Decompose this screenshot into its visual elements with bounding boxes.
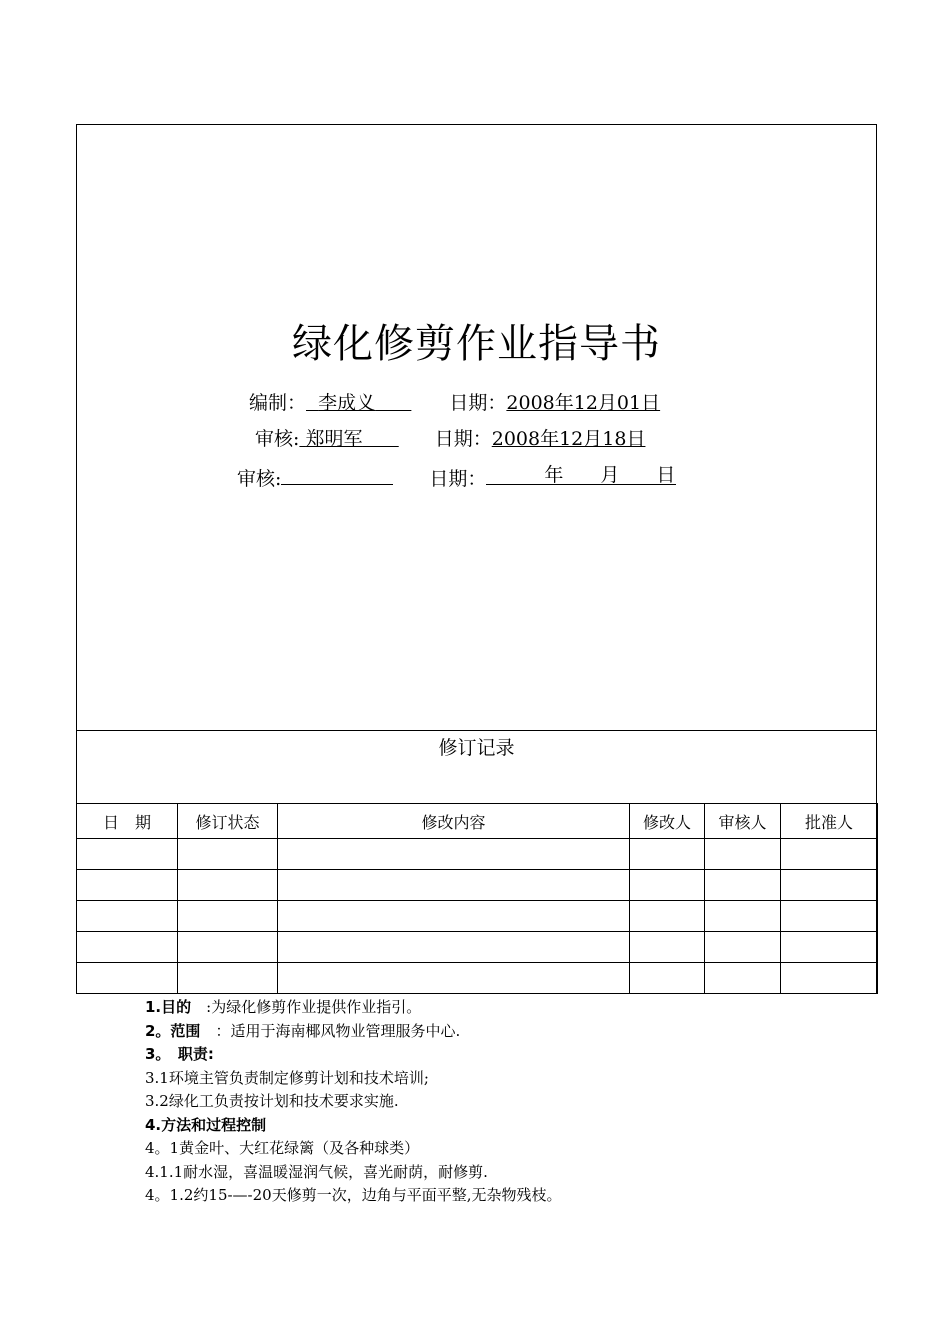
col-date: 日 期 [77,804,178,839]
revision-row [77,932,878,963]
revision-record-section [77,730,876,994]
revision-cell [781,839,878,870]
method-item-1-1: 4.1.1耐水湿，喜温暖湿润气候，喜光耐荫，耐修剪. [145,1162,488,1181]
revision-cell [630,901,705,932]
scope-line: 2。范围 ：适用于海南椰风物业管理服务中心. [145,1021,461,1040]
method-item-1-2: 4。1.2约15-—-20天修剪一次，边角与平面平整,无杂物残枝。 [145,1186,562,1204]
revision-row [77,901,878,932]
revision-cell [77,932,178,963]
review-2-date-label: 日期： [429,468,487,490]
revision-row [77,963,878,994]
method-heading: 4.方法和过程控制 [145,1115,267,1134]
compile-date: 2008年12月01日 [506,392,661,414]
revision-header-row [77,804,878,839]
revision-cell [705,870,781,901]
revision-cell [178,932,278,963]
body-text [145,996,561,1208]
year-char: 年 [544,464,564,486]
revision-cell [630,870,705,901]
revision-heading: 修订记录 [438,737,515,759]
signature-line-compiler [249,390,660,416]
col-modifier: 修改人 [630,804,705,839]
revision-row [77,839,878,870]
reviewer-1-label: 审核: [255,428,300,450]
review-1-date: 2008年12月18日 [491,428,646,450]
duty-item-2: 3.2绿化工负责按计划和技术要求实施. [145,1092,399,1110]
revision-cell [630,839,705,870]
revision-cell [178,963,278,994]
revision-cell [781,932,878,963]
col-status: 修订状态 [178,804,278,839]
revision-cell [77,963,178,994]
cover-area [77,125,876,730]
revision-cell [77,901,178,932]
review-1-date-label: 日期： [434,428,492,450]
revision-cell [781,963,878,994]
revision-cell [705,932,781,963]
document-title: 绿化修剪作业指导书 [292,321,661,367]
revision-cell [705,901,781,932]
revision-cell [278,901,630,932]
col-approver: 批准人 [781,804,878,839]
revision-cell [278,932,630,963]
revision-cell [705,839,781,870]
revision-cell [630,932,705,963]
reviewer-2-blank [281,464,393,485]
month-char: 月 [600,464,620,486]
reviewer-1-name: 郑明军 [305,428,363,450]
signature-line-reviewer-1 [255,426,645,452]
revision-cell [781,870,878,901]
review-2-date-blank [486,462,676,485]
duty-item-1: 3.1环境主管负责制定修剪计划和技术培训; [145,1068,429,1087]
compiler-name: 李成义 [318,392,376,414]
revision-cell [178,870,278,901]
compiler-label: 编制： [249,392,307,414]
revision-table [76,803,878,994]
revision-cell [781,901,878,932]
signature-line-reviewer-2 [237,462,676,492]
col-reviewer: 审核人 [705,804,781,839]
revision-row [77,870,878,901]
method-item-1: 4。1黄金叶、大红花绿篱（及各种球类） [145,1139,420,1157]
col-content: 修改内容 [278,804,630,839]
revision-cell [77,870,178,901]
revision-cell [278,963,630,994]
revision-cell [630,963,705,994]
revision-cell [178,901,278,932]
duty-heading: 3。 职责: [145,1045,214,1063]
revision-cell [178,839,278,870]
compile-date-label: 日期： [449,392,507,414]
day-char: 日 [656,464,676,486]
revision-cell [278,870,630,901]
revision-cell [705,963,781,994]
revision-cell [77,839,178,870]
purpose-line: 1.目的 :为绿化修剪作业提供作业指引。 [145,998,422,1016]
document-frame [76,124,877,994]
reviewer-2-label: 审核: [237,468,282,490]
revision-cell [278,839,630,870]
